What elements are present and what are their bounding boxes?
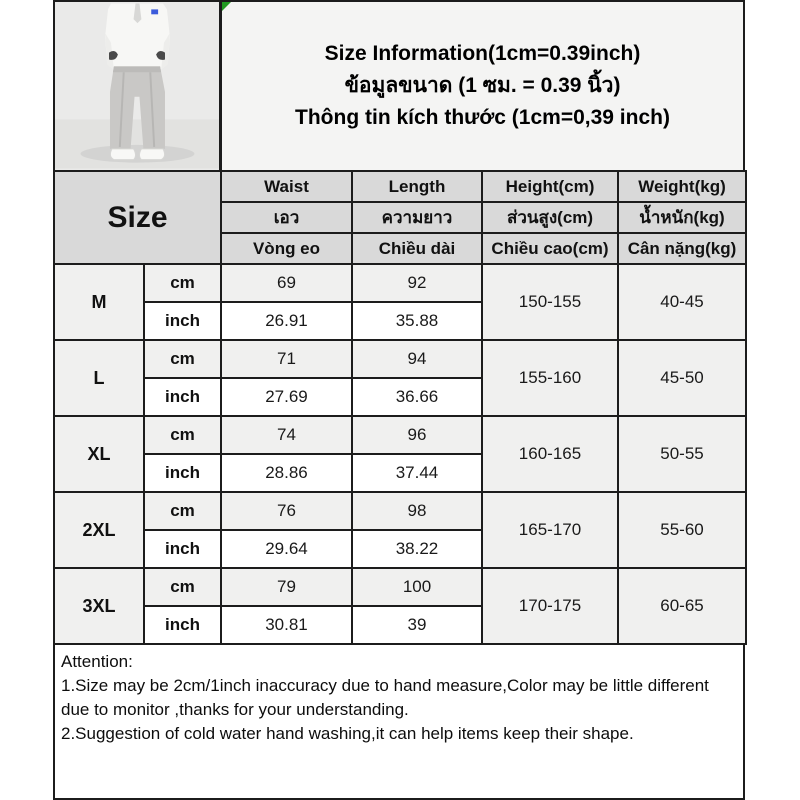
header-waist-en: Waist bbox=[221, 171, 352, 202]
waist-cm-3xl: 79 bbox=[221, 568, 352, 606]
size-label-l: L bbox=[54, 340, 144, 416]
size-table bbox=[53, 170, 747, 645]
length-inch-2xl: 38.22 bbox=[352, 530, 482, 568]
table-row-m-cm bbox=[54, 264, 746, 302]
length-inch-l: 36.66 bbox=[352, 378, 482, 416]
length-cm-m: 92 bbox=[352, 264, 482, 302]
waist-cm-l: 71 bbox=[221, 340, 352, 378]
table-row-l-cm bbox=[54, 340, 746, 378]
length-cm-2xl: 98 bbox=[352, 492, 482, 530]
weight-2xl: 55-60 bbox=[618, 492, 746, 568]
attention-notes bbox=[53, 645, 745, 800]
size-label-m: M bbox=[54, 264, 144, 340]
height-3xl: 170-175 bbox=[482, 568, 618, 644]
green-corner-icon bbox=[222, 2, 231, 11]
unit-cm: cm bbox=[144, 416, 221, 454]
length-inch-3xl: 39 bbox=[352, 606, 482, 644]
header-waist-vi: Vòng eo bbox=[221, 233, 352, 264]
unit-inch: inch bbox=[144, 606, 221, 644]
table-row-3xl-cm bbox=[54, 568, 746, 606]
header-length-vi: Chiều dài bbox=[352, 233, 482, 264]
height-2xl: 165-170 bbox=[482, 492, 618, 568]
header-height-en: Height(cm) bbox=[482, 171, 618, 202]
unit-cm: cm bbox=[144, 264, 221, 302]
waist-inch-l: 27.69 bbox=[221, 378, 352, 416]
length-cm-3xl: 100 bbox=[352, 568, 482, 606]
header-height-vi: Chiều cao(cm) bbox=[482, 233, 618, 264]
waist-inch-m: 26.91 bbox=[221, 302, 352, 340]
waist-cm-2xl: 76 bbox=[221, 492, 352, 530]
table-row-xl-cm bbox=[54, 416, 746, 454]
attention-heading: Attention: bbox=[61, 652, 133, 671]
header-length-en: Length bbox=[352, 171, 482, 202]
product-photo bbox=[55, 2, 222, 170]
weight-xl: 50-55 bbox=[618, 416, 746, 492]
title-vietnamese: Thông tin kích thước (1cm=0,39 inch) bbox=[295, 106, 670, 130]
top-section bbox=[53, 0, 745, 170]
height-l: 155-160 bbox=[482, 340, 618, 416]
waist-inch-3xl: 30.81 bbox=[221, 606, 352, 644]
height-m: 150-155 bbox=[482, 264, 618, 340]
waist-cm-m: 69 bbox=[221, 264, 352, 302]
size-label-3xl: 3XL bbox=[54, 568, 144, 644]
length-cm-l: 94 bbox=[352, 340, 482, 378]
title-english: Size Information(1cm=0.39inch) bbox=[324, 41, 641, 65]
length-inch-m: 35.88 bbox=[352, 302, 482, 340]
header-waist-th: เอว bbox=[221, 202, 352, 233]
weight-3xl: 60-65 bbox=[618, 568, 746, 644]
model-wearing-pants-illustration bbox=[55, 2, 219, 170]
header-height-th: ส่วนสูง(cm) bbox=[482, 202, 618, 233]
waist-cm-xl: 74 bbox=[221, 416, 352, 454]
height-xl: 160-165 bbox=[482, 416, 618, 492]
attention-note-2: 2.Suggestion of cold water hand washing,it can help items keep their shape. bbox=[61, 724, 634, 744]
unit-inch: inch bbox=[144, 530, 221, 568]
title-thai: ข้อมูลขนาด (1 ซม. = 0.39 นิ้ว) bbox=[344, 73, 621, 97]
length-cm-xl: 96 bbox=[352, 416, 482, 454]
unit-cm: cm bbox=[144, 340, 221, 378]
header-weight-en: Weight(kg) bbox=[618, 171, 746, 202]
weight-l: 45-50 bbox=[618, 340, 746, 416]
header-length-th: ความยาว bbox=[352, 202, 482, 233]
waist-inch-2xl: 29.64 bbox=[221, 530, 352, 568]
unit-inch: inch bbox=[144, 302, 221, 340]
table-row-2xl-cm bbox=[54, 492, 746, 530]
unit-inch: inch bbox=[144, 378, 221, 416]
unit-cm: cm bbox=[144, 492, 221, 530]
weight-m: 40-45 bbox=[618, 264, 746, 340]
size-label-xl: XL bbox=[54, 416, 144, 492]
unit-cm: cm bbox=[144, 568, 221, 606]
header-weight-vi: Cân nặng(kg) bbox=[618, 233, 746, 264]
waist-inch-xl: 28.86 bbox=[221, 454, 352, 492]
header-weight-th: น้ำหนัก(kg) bbox=[618, 202, 746, 233]
length-inch-xl: 37.44 bbox=[352, 454, 482, 492]
size-column-header: Size bbox=[54, 171, 221, 264]
size-chart-sheet bbox=[53, 0, 745, 798]
attention-note-1: 1.Size may be 2cm/1inch inaccuracy due to hand measure,Color may be little different due to monitor ,thanks for your understanding. bbox=[61, 676, 709, 720]
unit-inch: inch bbox=[144, 454, 221, 492]
size-info-title-box bbox=[222, 2, 743, 170]
size-label-2xl: 2XL bbox=[54, 492, 144, 568]
